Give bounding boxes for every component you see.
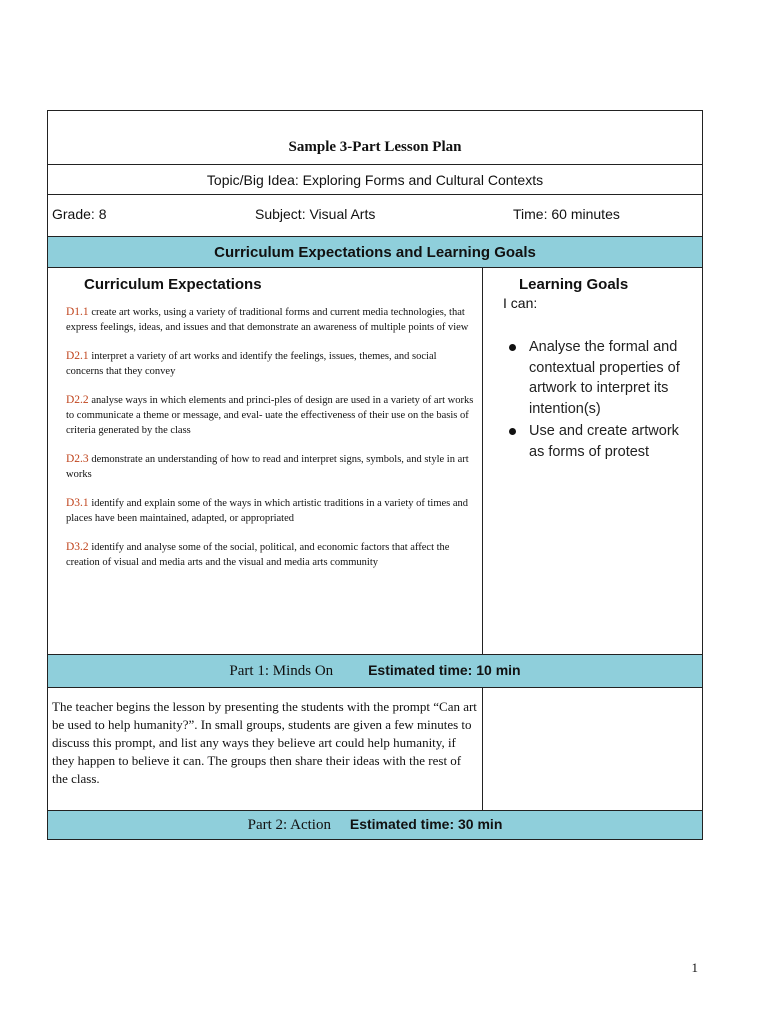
expectation-text: interpret a variety of art works and identify the feelings, issues, themes, and social concerns that they convey <box>66 351 437 377</box>
expectation-text: analyse ways in which elements and princi-ples of design are used in a variety of art works to communicate a theme or message, and eval- uate the effectiveness of their use on the basis of criteria generated by the class <box>66 395 474 436</box>
curriculum-heading: Curriculum Expectations <box>84 276 262 293</box>
title-cell <box>48 111 703 165</box>
topic-cell <box>48 165 703 195</box>
learning-goal-item <box>503 337 692 419</box>
expectation-item <box>66 349 476 379</box>
part1-time: Estimated time: 10 min <box>368 662 521 678</box>
expectation-text: identify and analyse some of the social, political, and economic factors that affect the creation of visual and media arts and the visual and media arts community <box>66 542 450 568</box>
grade-text: Grade: 8 <box>52 206 107 222</box>
lesson-plan-table <box>47 110 703 840</box>
part1-band <box>48 655 703 688</box>
expectation-code: D2.2 <box>66 394 89 406</box>
learning-goals-cell <box>483 268 703 655</box>
part2-time: Estimated time: 30 min <box>349 816 503 832</box>
expectation-code: D1.1 <box>66 306 89 318</box>
page-number: 1 <box>691 960 698 975</box>
learning-goals-list <box>503 337 692 462</box>
expectation-text: create art works, using a variety of traditional forms and current media technologies, that express feelings, ideas, and issues and that demonstrate an awareness of multiple points of view <box>66 307 469 333</box>
learning-goal-text: Analyse the formal and contextual properties of artwork to interpret its intention(s) <box>529 339 680 417</box>
expectation-item <box>66 452 476 482</box>
time-text: Time: 60 minutes <box>513 206 620 222</box>
learning-goal-item <box>503 421 692 462</box>
curriculum-expectations-cell <box>48 268 483 655</box>
expectation-code: D2.1 <box>66 350 89 362</box>
expectation-item <box>66 305 476 335</box>
part2-title: Part 2: Action <box>247 817 331 833</box>
learning-goals-intro: I can: <box>503 295 538 311</box>
expectation-item <box>66 393 476 438</box>
expectation-text: identify and explain some of the ways in which artistic traditions in a variety of times and places have been maintained, adapted, or appropriated <box>66 498 469 524</box>
expectation-code: D3.1 <box>66 497 89 509</box>
part1-body: The teacher begins the lesson by presenting the students with the prompt “Can art be used to help humanity?”. In small groups, students are given a few minutes to discuss this prompt, and list any ways they believe art could help humanity, if they happen to believe it can. The groups then share their ideas with the rest of the class. <box>52 699 477 786</box>
bullet-icon <box>509 344 516 351</box>
topic-text: Topic/Big Idea: Exploring Forms and Cultural Contexts <box>206 171 544 188</box>
section-heading: Curriculum Expectations and Learning Goals <box>214 243 536 261</box>
expectation-code: D3.2 <box>66 541 89 553</box>
expectation-text: demonstrate an understanding of how to read and interpret signs, symbols, and style in art works <box>66 454 469 480</box>
part1-body-cell <box>48 688 483 811</box>
subject-text: Subject: Visual Arts <box>255 206 376 222</box>
page-title: Sample 3-Part Lesson Plan <box>288 139 462 155</box>
expectation-code: D2.3 <box>66 453 89 465</box>
part1-notes-cell <box>483 688 703 811</box>
part2-band <box>48 811 703 840</box>
expectation-item <box>66 540 476 570</box>
part1-title: Part 1: Minds On <box>229 663 334 679</box>
bullet-icon <box>509 428 516 435</box>
meta-cell <box>48 195 703 237</box>
learning-goal-text: Use and create artwork as forms of protest <box>529 423 679 460</box>
learning-goals-heading: Learning Goals <box>519 276 629 293</box>
expectation-item <box>66 496 476 526</box>
section-heading-band <box>48 237 703 268</box>
